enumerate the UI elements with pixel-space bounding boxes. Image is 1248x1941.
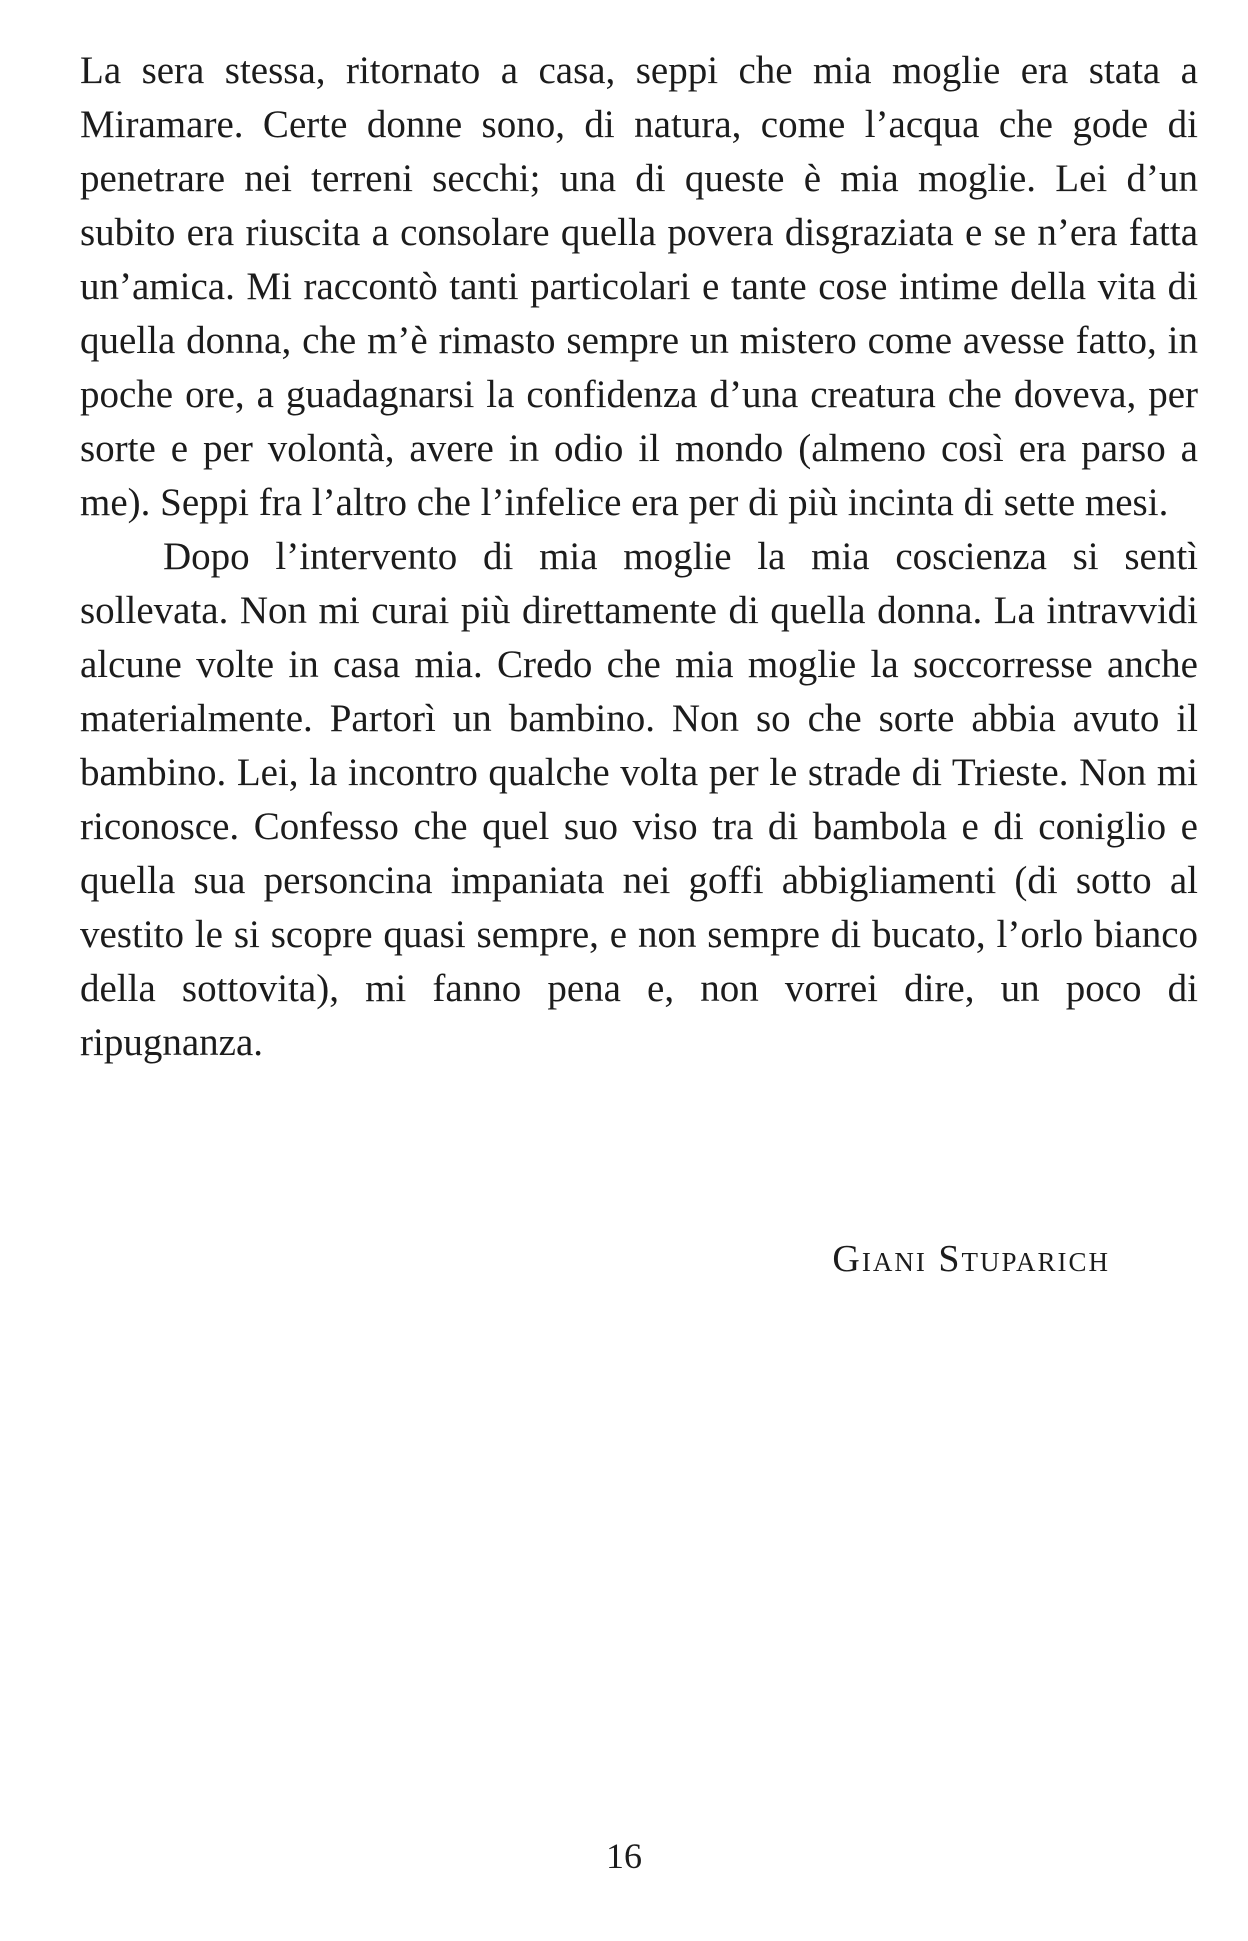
paragraph-1: La sera stessa, ritornato a casa, seppi che mia moglie era stata a Miramare. Certe donne sono, di natura, come l’acqua che gode di penetrare nei terreni secchi; una di queste è mia moglie. Lei d’un subito era riuscita a consolare quella povera disgraziata e se n’era fatta un’amica. Mi raccontò tanti particolari e tante cose intime della vita di quella donna, che m’è rimasto sempre un mistero come avesse fatto, in poche ore, a guadagnarsi la confidenza d’una creatura che doveva, per sorte e per volontà, avere in odio il mondo (almeno così era parso a me). Seppi fra l’altro che l’infelice era per di più incinta di sette mesi. xyxy=(80,49,1198,524)
paragraph-2: Dopo l’intervento di mia moglie la mia coscienza si sentì sollevata. Non mi curai più direttamente di quella donna. La intravvidi alcune volte in casa mia. Credo che mia moglie la soccorresse anche materialmente. Partorì un bambino. Non so che sorte abbia avuto il bambino. Lei, la incontro qualche volta per le strade di Trieste. Non mi riconosce. Confesso che quel suo viso tra di bambola e di coniglio e quella sua personcina impaniata nei goffi abbigliamenti (di sotto al vestito le si scopre quasi sempre, e non sempre di bucato, l’orlo bianco della sottovita), mi fanno pena e, non vorrei dire, un poco di ripugnanza. xyxy=(80,535,1198,1064)
body-text xyxy=(80,44,1198,1070)
page-number: 16 xyxy=(606,1836,642,1876)
author-signature: Giani Stuparich xyxy=(832,1238,1110,1280)
